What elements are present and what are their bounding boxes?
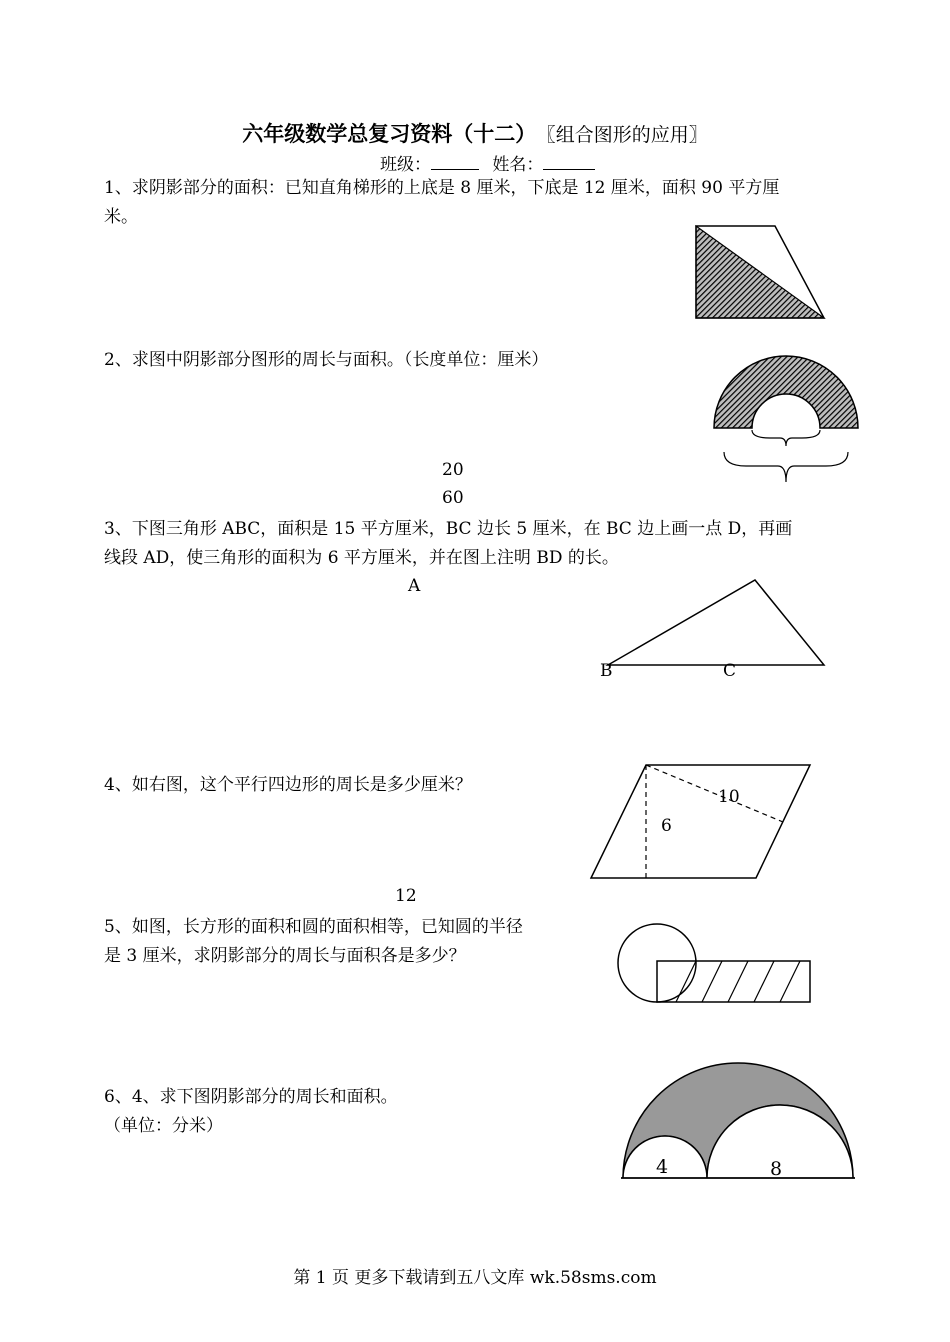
name-label: 姓名： (492, 155, 544, 175)
q6-label-8: 8 (770, 1158, 783, 1180)
q1-trapezoid-figure (696, 226, 824, 318)
q4-label-6: 6 (661, 816, 672, 836)
q3-label-b: B (600, 661, 613, 681)
q2-inner-brace (752, 430, 820, 446)
q5-rectangle (657, 961, 810, 1002)
q1-text-line1: 1、求阴影部分的面积：已知直角梯形的上底是 8 厘米，下底是 12 厘米，面积 90 平方厘 (104, 178, 780, 198)
q2-outer-brace (724, 452, 848, 482)
q1-text-line2: 米。 (104, 207, 138, 227)
q3-triangle-abc (608, 580, 824, 665)
q3-label-c: C (723, 661, 737, 681)
q2-label-60: 60 (442, 488, 464, 508)
q2-label-20: 20 (442, 460, 464, 480)
q4-parallelogram (591, 765, 810, 878)
q2-shaded-half-annulus (714, 356, 858, 428)
q4-label-12: 12 (395, 886, 417, 906)
q2-half-annulus-figure (714, 356, 858, 482)
q3-triangle-figure (608, 580, 824, 665)
q6-label-4: 4 (656, 1156, 669, 1178)
q6-text-line1: 6、4、求下图阴影部分的周长和面积。 (104, 1087, 398, 1107)
q4-text: 4、如右图，这个平行四边形的周长是多少厘米？ (104, 775, 472, 795)
title-main: 六年级数学总复习资料（十二） (242, 122, 537, 146)
title-subtitle: 〖组合图形的应用〗 (546, 124, 708, 146)
q5-hatch-lines (676, 961, 800, 1002)
q4-height-10 (646, 765, 783, 822)
q2-text: 2、求图中阴影部分图形的周长与面积。（长度单位：厘米） (104, 350, 549, 370)
q5-text-line1: 5、如图，长方形的面积和圆的面积相等，已知圆的半径 (104, 917, 523, 937)
q1-shaded-triangle (696, 226, 824, 318)
q3-text-line2: 线段 AD，使三角形的面积为 6 平方厘米，并在图上注明 BD 的长。 (104, 548, 619, 568)
q5-text-line2: 是 3 厘米，求阴影部分的周长与面积各是多少？ (104, 946, 466, 966)
q4-label-10: 10 (718, 787, 740, 807)
page-footer: 第 1 页 更多下载请到五八文库 wk.58sms.com (293, 1268, 657, 1288)
q6-text-line2: （单位：分米） (104, 1116, 223, 1136)
q5-circle-rectangle-figure (618, 924, 810, 1002)
q3-label-a: A (408, 576, 421, 596)
q3-text-line1: 3、下图三角形 ABC，面积是 15 平方厘米，BC 边长 5 厘米，在 BC 边上画一点 D，再画 (104, 519, 793, 539)
q4-parallelogram-figure (591, 765, 810, 878)
class-label: 班级： (380, 155, 431, 175)
